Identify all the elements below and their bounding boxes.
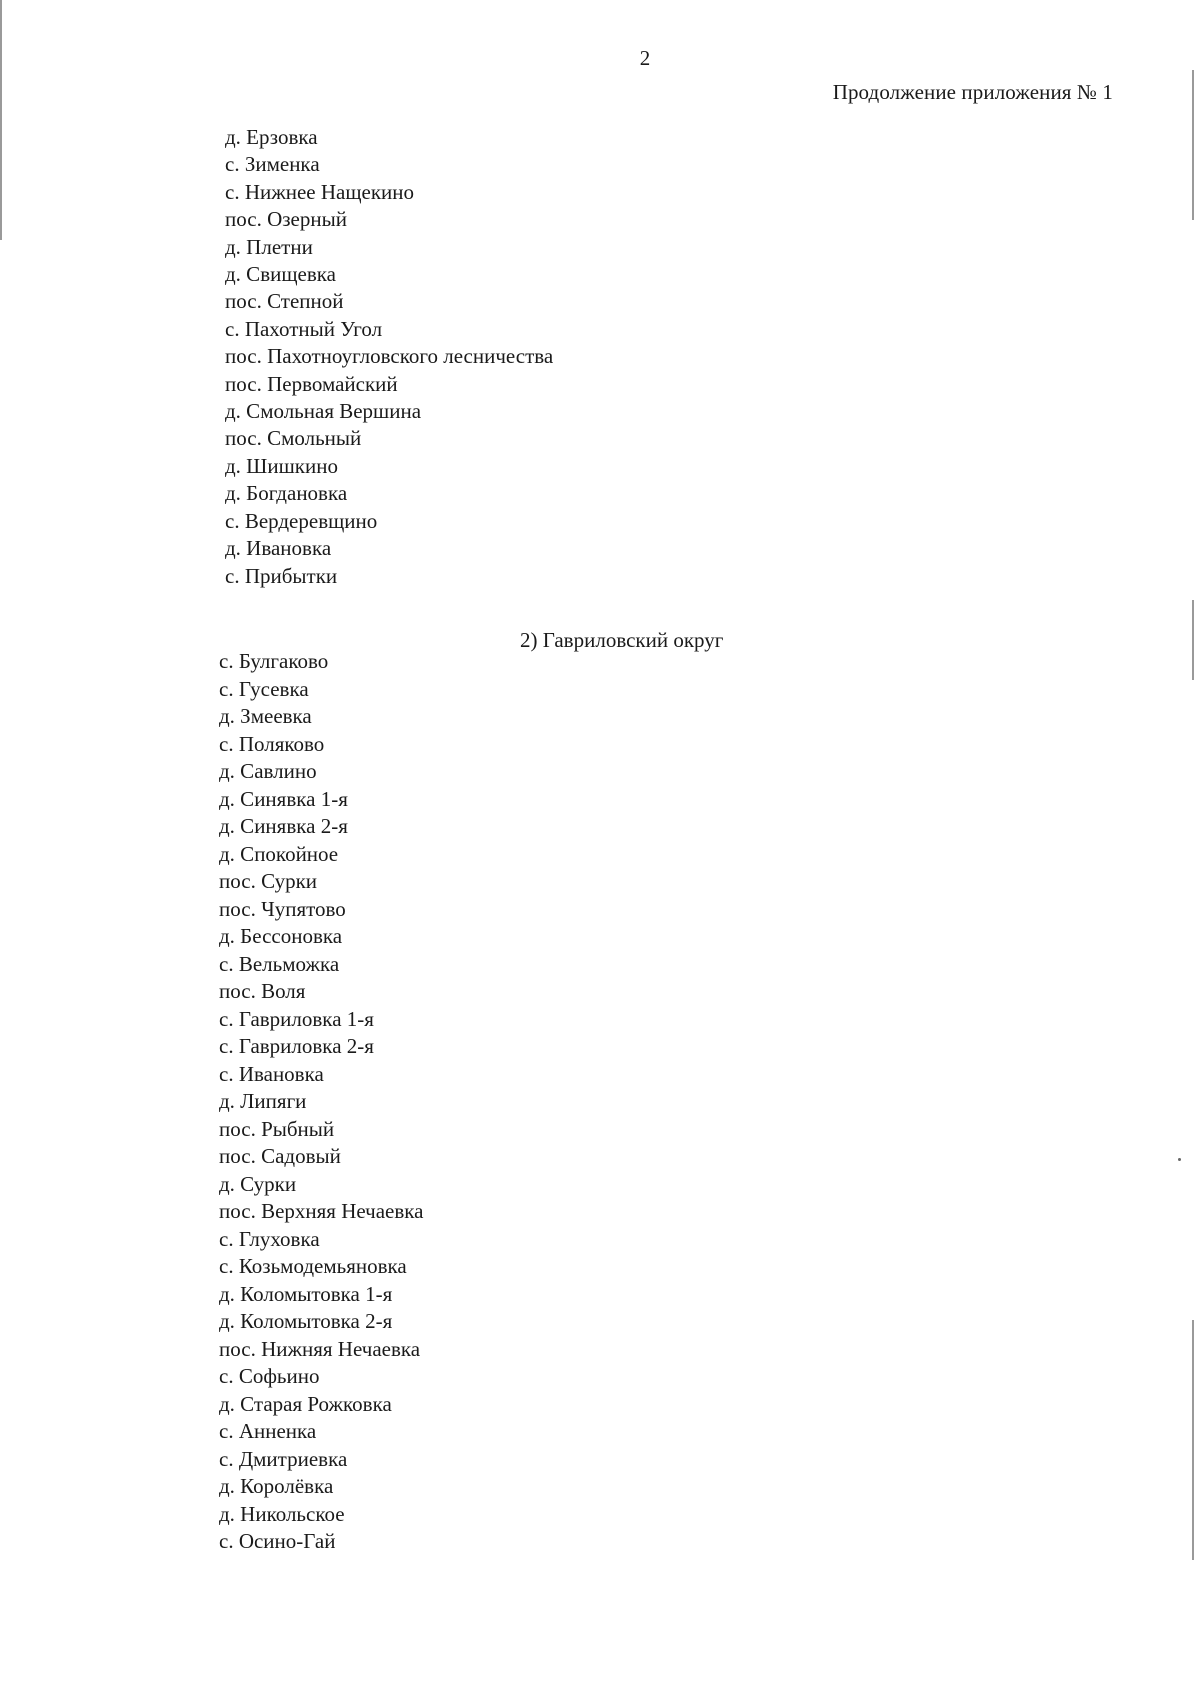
settlement-item: с. Гавриловка 2-я [219, 1034, 374, 1058]
settlement-item: пос. Садовый [219, 1144, 341, 1168]
settlement-item: пос. Чупятово [219, 896, 346, 921]
settlement-item: пос. Воля [219, 979, 306, 1003]
settlement-item: пос. Озерный [225, 207, 347, 232]
settlement-item: с. Козьмодемьяновка [219, 1254, 407, 1278]
settlement-item: с. Глуховка [219, 1226, 320, 1251]
settlement-item: д. Ерзовка [225, 125, 318, 149]
settlement-item: д. Коломытовка 1-я [219, 1281, 393, 1306]
settlement-item: с. Булгаково [219, 649, 329, 673]
settlement-item: пос. Смольный [225, 426, 362, 451]
settlement-item: д. Смольная Вершина [225, 399, 422, 424]
settlement-item: д. Богдановка [225, 481, 348, 506]
settlement-item: пос. Степной [225, 289, 344, 314]
settlement-list-section-2 [219, 648, 424, 1556]
settlement-item: с. Нижнее Нащекино [225, 179, 415, 204]
settlement-item: пос. Первомайский [225, 371, 398, 396]
page-number: 2 [639, 46, 651, 70]
scan-edge-mark [1192, 600, 1194, 680]
settlement-item: с. Вельможка [219, 951, 340, 976]
settlement-item: с. Анненка [219, 1419, 317, 1443]
settlement-item: д. Синявка 2-я [219, 814, 348, 838]
scan-edge-mark [1192, 70, 1194, 220]
settlement-item: с. Ивановка [219, 1061, 324, 1086]
settlement-item: с. Прибытки [225, 563, 338, 588]
settlement-item: д. Старая Рожковка [219, 1391, 392, 1416]
settlement-item: д. Синявка 1-я [219, 786, 348, 811]
settlement-item: пос. Сурки [219, 869, 318, 893]
settlement-item: д. Сурки [219, 1171, 297, 1196]
settlement-item: с. Осино-Гай [219, 1529, 336, 1553]
scan-edge-mark [0, 0, 2, 240]
settlement-item: д. Савлино [219, 759, 317, 783]
settlement-item: с. Зименка [225, 152, 320, 177]
scan-edge-mark [1192, 1320, 1194, 1560]
settlement-item: д. Коломытовка 2-я [219, 1309, 393, 1333]
settlement-item: д. Спокойное [219, 841, 339, 866]
settlement-item: д. Ивановка [225, 536, 332, 561]
settlement-item: д. Липяги [219, 1089, 307, 1113]
settlement-list-section-1 [225, 124, 553, 590]
settlement-item: с. Дмитриевка [219, 1446, 348, 1471]
settlement-item: д. Никольское [219, 1501, 345, 1526]
settlement-item: с. Софьино [219, 1364, 320, 1388]
settlement-item: д. Королёвка [219, 1474, 334, 1498]
scan-speck [1178, 1158, 1181, 1161]
settlement-item: д. Бессоновка [219, 924, 343, 948]
settlement-item: с. Вердеревщино [225, 508, 378, 533]
settlement-item: д. Свищевка [225, 262, 336, 287]
settlement-item: пос. Рыбный [219, 1116, 335, 1141]
settlement-item: д. Змеевка [219, 704, 312, 728]
continuation-label: Продолжение приложения № 1 [832, 80, 1113, 104]
section-heading: 2) Гавриловский округ [520, 628, 724, 652]
settlement-item: с. Поляково [219, 731, 325, 756]
settlement-item: пос. Верхняя Нечаевка [219, 1199, 424, 1223]
settlement-item: с. Гусевка [219, 676, 309, 701]
settlement-item: пос. Пахотноугловского лесничества [225, 344, 554, 369]
settlement-item: с. Пахотный Угол [225, 316, 383, 341]
settlement-item: с. Гавриловка 1-я [219, 1006, 374, 1031]
settlement-item: пос. Нижняя Нечаевка [219, 1336, 421, 1361]
settlement-item: д. Шишкино [225, 453, 338, 478]
settlement-item: д. Плетни [225, 234, 313, 259]
